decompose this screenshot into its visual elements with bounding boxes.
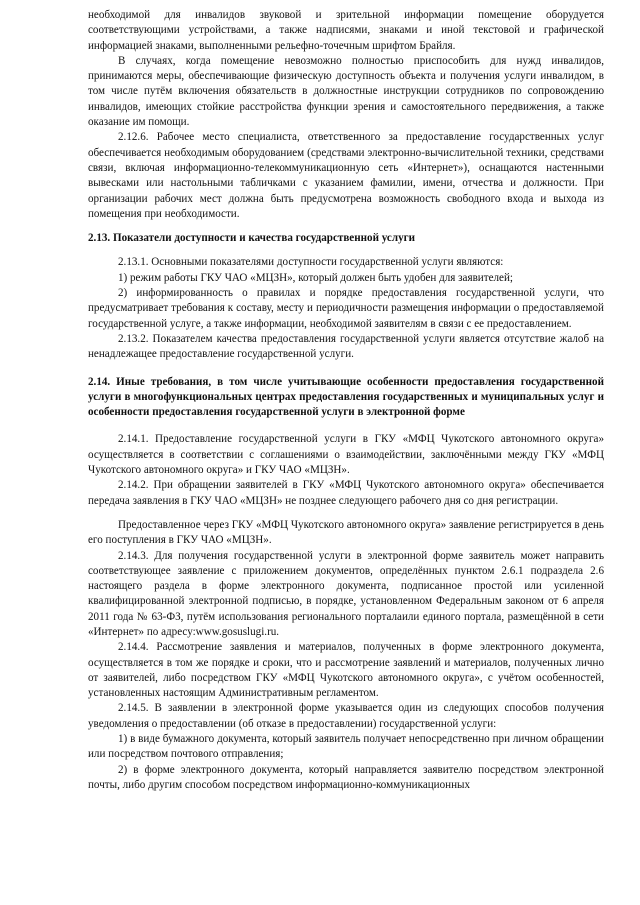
section-heading: 2.14. Иные требования, в том числе учитывающие особенности предоставления государственной услуги в многофункциональных центрах предоставления государственных и муниципальных услуг и особенности предоставления государственной услуги в электронной форме <box>88 375 604 419</box>
paragraph: 2.14.3. Для получения государственной услуги в электронной форме заявитель может направить соответствующее заявление с приложением документов, определённых пунктом 2.6.1 подраздела 2.6 настоящего раздела в форме электронного документа, подписанное простой или усиленной квалифицированной электронной подписью, в порядке, установленном Федеральным законом от 6 апреля 2011 года № 63-ФЗ, путём использования регионального порталаили единого портала, размещённой в сети «Интернет» по адресу:www.gosuslugi.ru. <box>88 549 604 638</box>
list-item: 1) режим работы ГКУ ЧАО «МЦЗН», который должен быть удобен для заявителей; <box>118 271 513 284</box>
paragraph: 2.12.6. Рабочее место специалиста, ответственного за предоставление государственных услуг обеспечивается необходимым оборудованием (средствами электронно-вычислительной техники, средствами связи, включая информационно-телекоммуникационную сеть «Интернет»), оснащаются настенными вывесками или настольными табличками с указанием фамилии, имени, отчества и должности. При организации рабочих мест должна быть предусмотрена возможность свободного входа и выхода из помещения при необходимости. <box>88 131 604 220</box>
list-item: 2) информированность о правилах и порядке предоставления государственной услуги, что предусматривает требования к составу, месту и периодичности размещения информации о предоставляемой государственной услуге, а также информации, необходимой заявителям в связи с ее предоставлением. <box>88 287 604 330</box>
paragraph: 2.14.2. При обращении заявителей в ГКУ «МФЦ Чукотского автономного округа» обеспечивается передача заявления в ГКУ ЧАО «МЦЗН» не позднее следующего рабочего дня со дня регистрации. <box>88 479 604 507</box>
paragraph: 2.13.1. Основными показателями доступности государственной услуги являются: <box>118 256 504 269</box>
list-item: 2) в форме электронного документа, который направляется заявителю посредством электронной почты, либо другим способом посредством информационно-коммуникационных <box>88 763 604 791</box>
section-heading: 2.13. Показатели доступности и качества государственной услуги <box>88 232 416 245</box>
paragraph: 2.14.1. Предоставление государственной услуги в ГКУ «МФЦ Чукотского автономного округа» осуществляется в соответствии с соглашениями о взаимодействии, заключёнными между ГКУ «МФЦ Чукотского автономного округа» и ГКУ ЧАО «МЦЗН». <box>88 433 604 477</box>
paragraph: В случаях, когда помещение невозможно полностью приспособить для нужд инвалидов, принимаются меры, обеспечивающие физическую доступность объекта и получения услуги инвалидом, в том числе путём включения обязательств в должностные инструкции сотрудников по сопровождению инвалидов, имеющих стойкие расстройства функции зрения и самостоятельного передвижения, а также оказание им помощи. <box>88 54 604 129</box>
paragraph: Предоставленное через ГКУ «МФЦ Чукотского автономного округа» заявление регистрируется в день его поступления в ГКУ ЧАО «МЦЗН». <box>88 518 604 547</box>
paragraph: 2.14.4. Рассмотрение заявления и материалов, полученных в форме электронного документа, осуществляется в том же порядке и сроки, что и рассмотрение заявлений и материалов, полученных лично от заявителей, либо посредством ГКУ «МФЦ Чукотского автономного округа», с учётом особенностей, установленных настоящим Административным регламентом. <box>88 641 604 700</box>
list-item: 1) в виде бумажного документа, который заявитель получает непосредственно при личном обращении или посредством почтового отправления; <box>88 733 604 761</box>
paragraph: необходимой для инвалидов звуковой и зрительной информации помещение оборудуется соответствующими устройствами, а также надписями, знаками и иной текстовой и графической информацией знаками, выполненными рельефно-точечным шрифтом Брайля. <box>88 9 604 52</box>
paragraph: 2.13.2. Показателем качества предоставления государственной услуги является отсутствие жалоб на ненадлежащее предоставление государственной услуги. <box>88 332 604 361</box>
paragraph: 2.14.5. В заявлении в электронной форме указывается один из следующих способов получения уведомления о предоставлении (об отказе в предоставлении) государственной услуги: <box>88 702 604 730</box>
